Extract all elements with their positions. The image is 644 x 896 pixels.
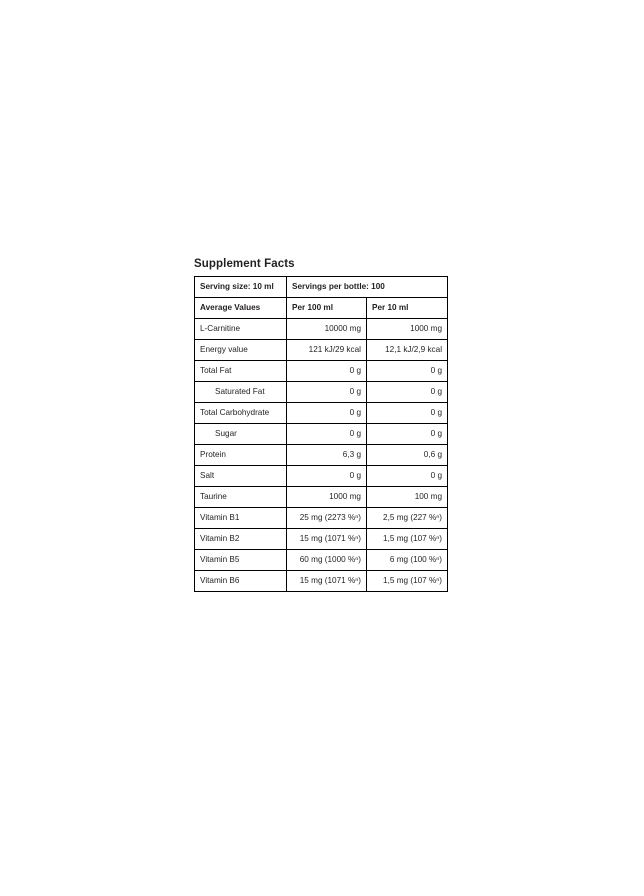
nutrient-name: Vitamin B6 bbox=[195, 571, 287, 592]
table-row bbox=[195, 508, 448, 529]
value-per-100ml: 0 g bbox=[287, 403, 367, 424]
value-per-100ml: 10000 mg bbox=[287, 319, 367, 340]
value-per-10ml: 1000 mg bbox=[367, 319, 448, 340]
table-row bbox=[195, 361, 448, 382]
value-per-10ml: 100 mg bbox=[367, 487, 448, 508]
table-row bbox=[195, 319, 448, 340]
table-data-rows bbox=[195, 319, 448, 592]
supplement-facts-panel bbox=[194, 258, 447, 592]
table-row bbox=[195, 445, 448, 466]
value-per-100ml: 0 g bbox=[287, 424, 367, 445]
value-per-100ml: 6,3 g bbox=[287, 445, 367, 466]
value-per-10ml: 6 mg (100 %ⁿ) bbox=[367, 550, 448, 571]
nutrient-name: Sugar bbox=[195, 424, 287, 445]
servings-per-bottle-label: Servings per bottle: 100 bbox=[287, 277, 448, 298]
value-per-10ml: 0,6 g bbox=[367, 445, 448, 466]
nutrient-name: Salt bbox=[195, 466, 287, 487]
table-row-serving bbox=[195, 277, 448, 298]
value-per-100ml: 0 g bbox=[287, 382, 367, 403]
table-row bbox=[195, 340, 448, 361]
table-body bbox=[195, 277, 448, 319]
table-row bbox=[195, 424, 448, 445]
nutrient-name: Protein bbox=[195, 445, 287, 466]
value-per-10ml: 0 g bbox=[367, 361, 448, 382]
nutrient-name: Vitamin B1 bbox=[195, 508, 287, 529]
value-per-10ml: 12,1 kJ/2,9 kcal bbox=[367, 340, 448, 361]
nutrient-name: Saturated Fat bbox=[195, 382, 287, 403]
value-per-10ml: 0 g bbox=[367, 382, 448, 403]
serving-size-label: Serving size: 10 ml bbox=[195, 277, 287, 298]
value-per-10ml: 2,5 mg (227 %ⁿ) bbox=[367, 508, 448, 529]
value-per-100ml: 0 g bbox=[287, 466, 367, 487]
nutrient-name: Total Carbohydrate bbox=[195, 403, 287, 424]
table-row bbox=[195, 466, 448, 487]
nutrient-name: Taurine bbox=[195, 487, 287, 508]
table-row bbox=[195, 529, 448, 550]
table-row bbox=[195, 382, 448, 403]
value-per-100ml: 15 mg (1071 %ⁿ) bbox=[287, 529, 367, 550]
value-per-100ml: 121 kJ/29 kcal bbox=[287, 340, 367, 361]
nutrient-name: Energy value bbox=[195, 340, 287, 361]
column-header-per-10ml: Per 10 ml bbox=[367, 298, 448, 319]
table-row bbox=[195, 403, 448, 424]
value-per-100ml: 25 mg (2273 %ⁿ) bbox=[287, 508, 367, 529]
column-header-average-values: Average Values bbox=[195, 298, 287, 319]
supplement-facts-table bbox=[194, 276, 448, 592]
value-per-10ml: 0 g bbox=[367, 403, 448, 424]
value-per-10ml: 0 g bbox=[367, 424, 448, 445]
value-per-100ml: 15 mg (1071 %ⁿ) bbox=[287, 571, 367, 592]
table-row bbox=[195, 550, 448, 571]
value-per-10ml: 1,5 mg (107 %ⁿ) bbox=[367, 571, 448, 592]
nutrient-name: Total Fat bbox=[195, 361, 287, 382]
table-row bbox=[195, 571, 448, 592]
value-per-100ml: 0 g bbox=[287, 361, 367, 382]
column-header-per-100ml: Per 100 ml bbox=[287, 298, 367, 319]
page-title: Supplement Facts bbox=[194, 258, 295, 270]
value-per-10ml: 0 g bbox=[367, 466, 448, 487]
table-row bbox=[195, 487, 448, 508]
value-per-100ml: 60 mg (1000 %ⁿ) bbox=[287, 550, 367, 571]
table-header-row bbox=[195, 298, 448, 319]
nutrient-name: Vitamin B5 bbox=[195, 550, 287, 571]
value-per-10ml: 1,5 mg (107 %ⁿ) bbox=[367, 529, 448, 550]
nutrient-name: L-Carnitine bbox=[195, 319, 287, 340]
value-per-100ml: 1000 mg bbox=[287, 487, 367, 508]
nutrient-name: Vitamin B2 bbox=[195, 529, 287, 550]
